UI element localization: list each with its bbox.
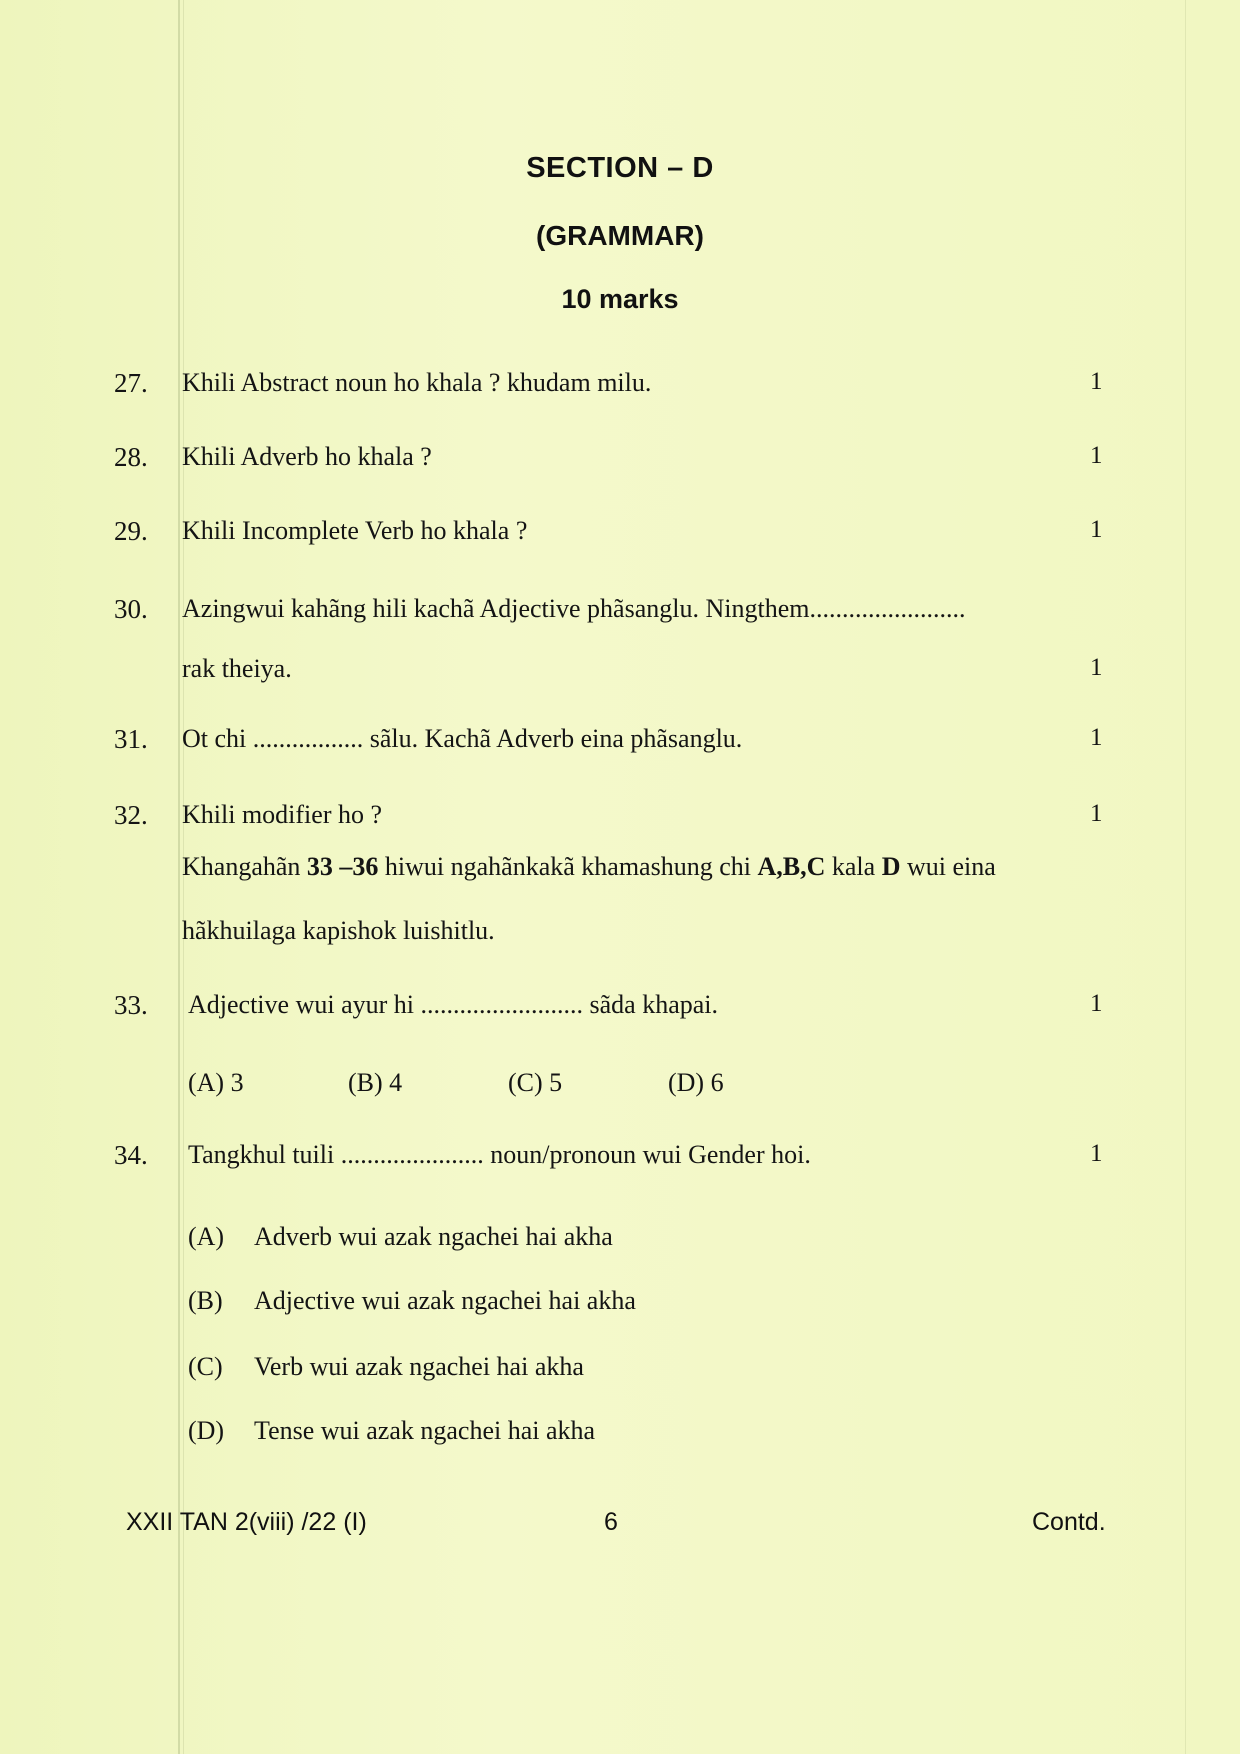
- question-marks: 1: [1090, 724, 1103, 751]
- instruction-range: 33 –36: [306, 852, 379, 881]
- instruction-text-line2: hãkhuilaga kapishok luishitlu.: [182, 916, 495, 945]
- instruction-part: Khangahãn: [182, 852, 307, 881]
- question-text: Khili Adverb ho khala ?: [182, 442, 432, 471]
- option-b: [348, 1068, 508, 1098]
- question-marks: 1: [1090, 1140, 1103, 1167]
- section-marks: 10 marks: [561, 284, 679, 314]
- option-label: (B): [188, 1286, 223, 1315]
- option-d: [668, 1068, 724, 1098]
- option-c: [508, 1068, 668, 1098]
- question-number: 29.: [114, 516, 148, 546]
- option-value: 6: [710, 1068, 724, 1097]
- question-text: Adjective wui ayur hi ......................... sãda khapai.: [188, 990, 718, 1019]
- option-label: (D): [188, 1416, 225, 1445]
- instruction-part: wui eina: [900, 852, 996, 881]
- question-28: [0, 442, 1240, 482]
- instruction-part: hiwui ngahãnkakã khamashung chi: [378, 852, 758, 881]
- question-30-continued: [0, 654, 1240, 694]
- option-label: (C): [508, 1068, 543, 1097]
- q34-option-a: [188, 1222, 613, 1252]
- question-31: [0, 724, 1240, 764]
- question-27: [0, 368, 1240, 408]
- q34-option-b: [188, 1286, 636, 1316]
- question-30: [0, 594, 1240, 634]
- option-value: 5: [549, 1068, 563, 1097]
- instruction-letters: A,B,C: [757, 852, 826, 881]
- question-text: Khili modifier ho ?: [182, 800, 383, 829]
- option-value: Tense wui azak ngachei hai akha: [254, 1416, 596, 1445]
- section-subtitle: (GRAMMAR): [536, 220, 704, 251]
- question-32: [0, 800, 1240, 840]
- question-33: [0, 990, 1240, 1030]
- instruction-text: [182, 852, 996, 882]
- question-number: 32.: [114, 800, 148, 830]
- paper-code: XXII TAN 2(viii) /22 (I): [126, 1508, 367, 1536]
- question-number: 34.: [114, 1140, 148, 1170]
- section-heading: SECTION – D: [526, 152, 714, 184]
- question-text: Azingwui kahãng hili kachã Adjective phãsanglu. Ningthem........................: [182, 594, 966, 623]
- question-number: 30.: [114, 594, 148, 624]
- margin-line: [178, 0, 180, 1754]
- question-number: 33.: [114, 990, 148, 1020]
- question-text: Ot chi ................. sãlu. Kachã Adverb eina phãsanglu.: [182, 724, 743, 753]
- q33-options: [188, 1068, 724, 1098]
- question-number: 28.: [114, 442, 148, 472]
- question-marks: 1: [1090, 654, 1103, 681]
- question-marks: 1: [1090, 442, 1103, 469]
- continued-label: Contd.: [1032, 1508, 1106, 1536]
- question-text: Khili Incomplete Verb ho khala ?: [182, 516, 528, 545]
- instruction-letter-d: D: [881, 852, 901, 881]
- option-label: (A): [188, 1222, 225, 1251]
- question-text: Khili Abstract noun ho khala ? khudam milu.: [182, 368, 652, 397]
- question-marks: 1: [1090, 368, 1103, 395]
- option-label: (A): [188, 1068, 225, 1097]
- question-34: [0, 1140, 1240, 1180]
- question-29: [0, 516, 1240, 556]
- option-value: Adjective wui azak ngachei hai akha: [254, 1286, 636, 1315]
- option-label: (C): [188, 1352, 223, 1381]
- question-number: 27.: [114, 368, 148, 398]
- question-text-line2: rak theiya.: [182, 654, 292, 683]
- question-number: 31.: [114, 724, 148, 754]
- question-marks: 1: [1090, 990, 1103, 1017]
- q34-option-d: [188, 1416, 595, 1446]
- instruction-part: kala: [825, 852, 882, 881]
- option-value: Verb wui azak ngachei hai akha: [254, 1352, 584, 1381]
- option-label: (B): [348, 1068, 383, 1097]
- page-number: 6: [604, 1508, 618, 1536]
- question-text: Tangkhul tuili ...................... noun/pronoun wui Gender hoi.: [188, 1140, 811, 1169]
- question-marks: 1: [1090, 516, 1103, 543]
- option-value: Adverb wui azak ngachei hai akha: [254, 1222, 613, 1251]
- question-marks: 1: [1090, 800, 1103, 827]
- option-value: 4: [389, 1068, 403, 1097]
- option-label: (D): [668, 1068, 705, 1097]
- option-a: [188, 1068, 348, 1098]
- option-value: 3: [230, 1068, 244, 1097]
- q34-option-c: [188, 1352, 584, 1382]
- margin-line: [1185, 0, 1186, 1754]
